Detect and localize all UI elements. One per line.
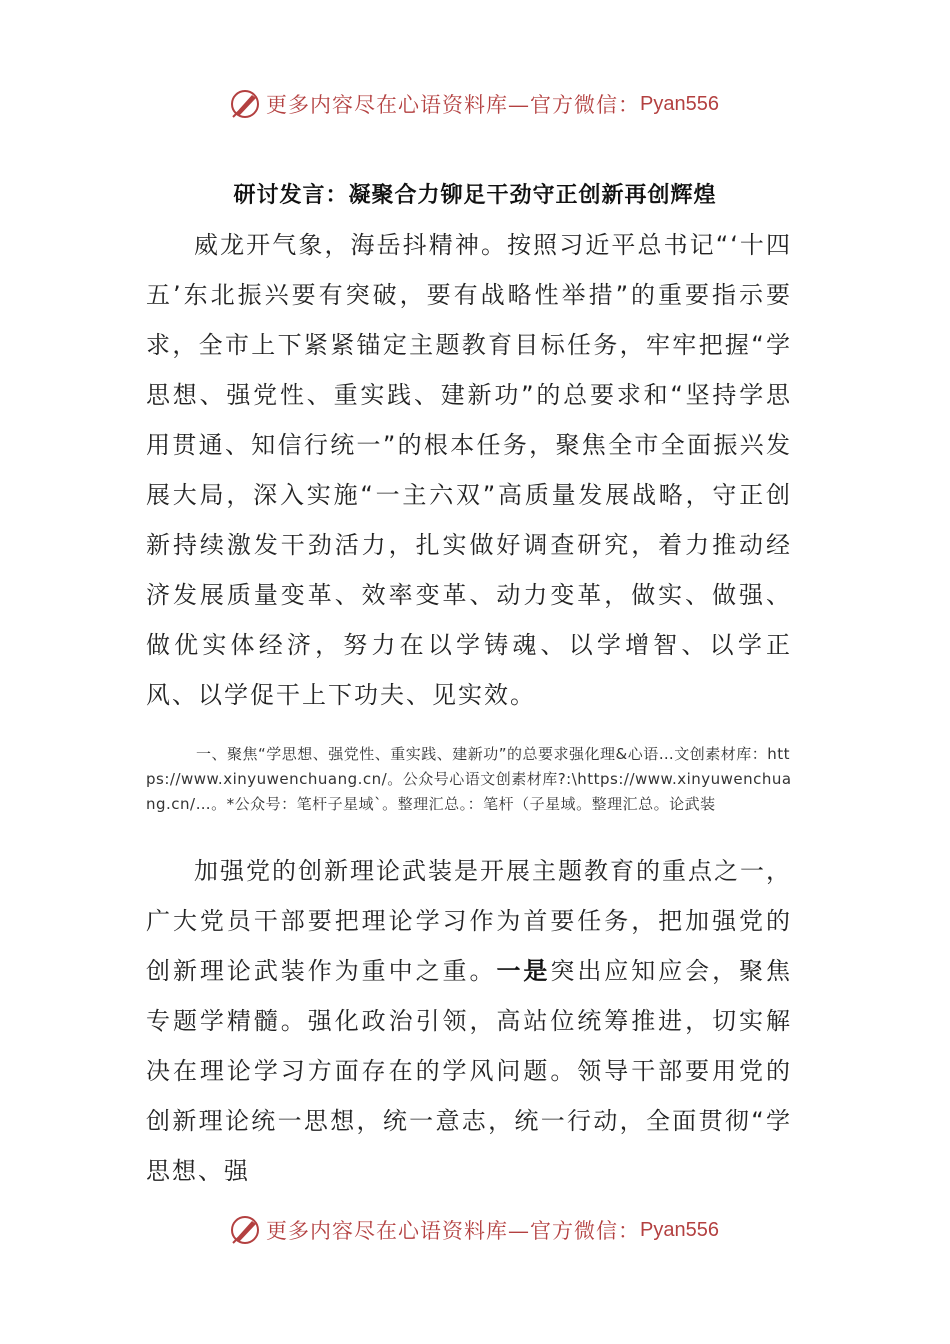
- watermark-text: 更多内容尽在心语资料库—官方微信：: [266, 1219, 640, 1243]
- footer-watermark: [228, 1210, 748, 1250]
- pen-logo-icon: [228, 87, 262, 121]
- section-heading-note: 一、聚焦“学思想、强党性、重实践、建新功”的总要求强化理&心语…文创素材库：https://www.xinyuwenchuang.cn/。公众号心语文创素材库?:\https://www.xinyuwenchuang.cn/…。*公众号：笔杆子星域`。整理汇总。：笔杆（子星域。整理汇总。论武装: [146, 745, 792, 813]
- paragraph-2-intro: 加强党的创新理论武装是开展主题教育的重点之一，广大党员干部要把理论学习作为首要任务，把加强党的创新理论武装作为重中之重。: [146, 857, 792, 985]
- pen-logo-icon: [228, 1213, 262, 1247]
- document-title: 研讨发言：凝聚合力铆足干劲守正创新再创辉煌: [233, 183, 717, 208]
- body-paragraph-2: [146, 846, 792, 1196]
- header-watermark: [228, 84, 748, 124]
- watermark-wechat-id: Pyan556: [640, 92, 719, 115]
- watermark-wechat-id: Pyan556: [640, 1218, 719, 1241]
- emphasis-first-point: 一是: [496, 957, 551, 985]
- watermark-text: 更多内容尽在心语资料库—官方微信：: [266, 93, 640, 117]
- body-paragraph-1: 威龙开气象，海岳抖精神。按照习近平总书记“‘十四五’东北振兴要有突破，要有战略性举措”的重要指示要求，全市上下紧紧锚定主题教育目标任务，牢牢把握“学思想、强党性、重实践、建新功”的总要求和“坚持学思用贯通、知信行统一”的根本任务，聚焦全市全面振兴发展大局，深入实施“一主六双”高质量发展战略，守正创新持续激发干劲活力，扎实做好调查研究，着力推动经济发展质量变革、效率变革、动力变革，做实、做强、做优实体经济，努力在以学铸魂、以学增智、以学正风、以学促干上下功夫、见实效。: [146, 231, 792, 709]
- paragraph-2-body: 突出应知应会，聚焦专题学精髓。强化政治引领，高站位统筹推进，切实解决在理论学习方面存在的学风问题。领导干部要用党的创新理论统一思想，统一意志，统一行动，全面贯彻“学思想、强: [146, 957, 793, 1185]
